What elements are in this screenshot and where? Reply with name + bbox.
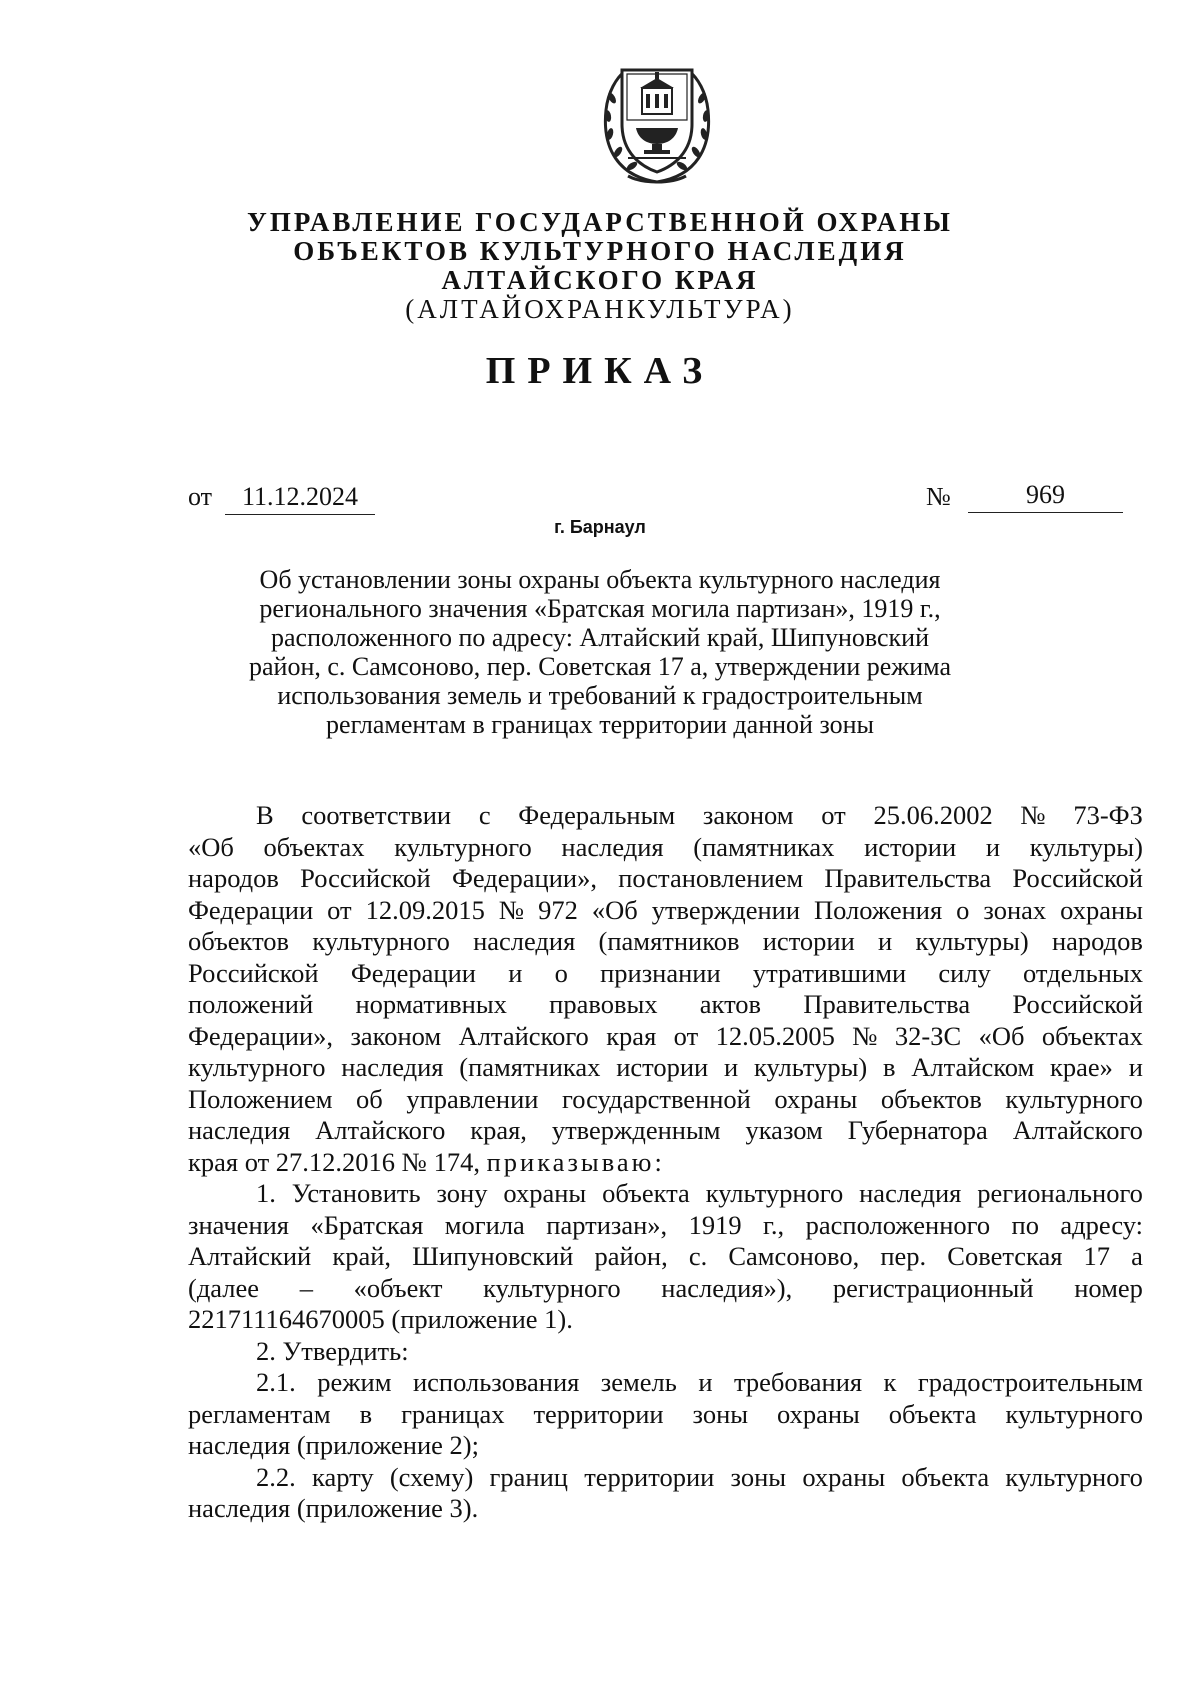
- word: соответствии: [301, 800, 452, 830]
- word: 25.06.2002: [873, 800, 993, 830]
- word: объектов: [880, 1083, 982, 1114]
- word: охраны: [774, 1083, 858, 1114]
- word: 12.09.2015: [365, 894, 485, 925]
- word: истории: [762, 926, 855, 956]
- word: наследия: [341, 1052, 444, 1082]
- order-keyword: приказываю:: [486, 1146, 665, 1177]
- word: народов: [188, 863, 279, 893]
- word: наследия: [859, 1178, 962, 1208]
- word: культурного: [483, 1272, 621, 1303]
- word: 1919: [688, 1209, 742, 1240]
- word: от: [327, 894, 352, 925]
- word: охраны: [802, 1461, 886, 1492]
- agency-abbreviation: (АЛТАЙОХРАНКУЛЬТУРА): [405, 294, 795, 324]
- body-line: [188, 1052, 1143, 1084]
- word: Российской: [300, 863, 431, 893]
- word: В: [256, 800, 274, 830]
- word: 12.05.2005: [715, 1020, 835, 1051]
- word: нормативных: [355, 989, 507, 1019]
- word: регистрационный: [832, 1272, 1034, 1303]
- order-number: 969: [968, 480, 1123, 513]
- word: Российской: [188, 957, 319, 988]
- word: регламентам: [188, 1398, 331, 1429]
- item-2-1-line: наследия (приложение 2);: [188, 1430, 479, 1460]
- agency-line-1: УПРАВЛЕНИЕ ГОСУДАРСТВЕННОЙ ОХРАНЫ: [247, 207, 953, 237]
- word: с.: [688, 1241, 708, 1271]
- word: Федерации: [188, 894, 314, 925]
- number-prefix: №: [926, 482, 951, 511]
- word: культурного: [1005, 1398, 1143, 1429]
- word: крае»: [1050, 1052, 1113, 1082]
- word: «Братская: [310, 1209, 424, 1240]
- word: охраны: [1060, 894, 1143, 925]
- word: объектах: [263, 831, 365, 862]
- word: указом: [745, 1115, 823, 1145]
- word: (далее: [188, 1272, 260, 1303]
- word: 32-ЗС: [894, 1020, 962, 1051]
- body-line: [188, 800, 1143, 832]
- word: государственной: [562, 1083, 751, 1114]
- word: режим: [317, 1367, 392, 1397]
- word: –: [299, 1272, 313, 1303]
- agency-line-3: АЛТАЙСКОГО КРАЯ: [441, 265, 759, 295]
- item-1-line: [188, 1178, 1143, 1210]
- word: в: [882, 1052, 896, 1082]
- date-prefix: от: [188, 482, 213, 511]
- agency-line-2: ОБЪЕКТОВ КУЛЬТУРНОГО НАСЛЕДИЯ: [293, 236, 907, 266]
- order-subject: [220, 565, 980, 739]
- word: культурного: [1005, 1461, 1143, 1492]
- word: об: [356, 1083, 383, 1114]
- word: объектов: [188, 926, 290, 956]
- word: законом: [702, 800, 794, 830]
- word: Федерации»,: [451, 863, 597, 893]
- city: г. Барнаул: [554, 517, 646, 537]
- word: и: [724, 1052, 739, 1082]
- word: и: [878, 926, 893, 956]
- item-1-line: [188, 1210, 1143, 1242]
- word: границ: [489, 1461, 568, 1492]
- word: Федерации: [350, 957, 476, 988]
- item-2-line: 2. Утвердить:: [256, 1335, 409, 1366]
- word: от: [821, 800, 846, 830]
- word: края,: [470, 1115, 527, 1145]
- item-2-1-line: [188, 1399, 1143, 1431]
- word: культурного: [394, 831, 532, 862]
- word: и: [1128, 1052, 1143, 1082]
- word: Российской: [1012, 989, 1143, 1019]
- word: объекта: [602, 1178, 690, 1208]
- word: и: [698, 1367, 713, 1397]
- word: карту: [311, 1461, 374, 1492]
- word: адресу:: [1060, 1209, 1143, 1240]
- word: управлении: [406, 1083, 539, 1114]
- word: культуры): [915, 926, 1029, 956]
- word: зоны: [692, 1398, 749, 1429]
- word: Российской: [1012, 863, 1143, 893]
- word: культуры): [1029, 831, 1143, 862]
- subject-line: Об установлении зоны охраны объекта культурного наследия: [259, 565, 941, 594]
- word: расположенного: [805, 1209, 991, 1240]
- word: с: [478, 800, 491, 830]
- word: Алтайского: [458, 1020, 589, 1051]
- word: «объект: [353, 1272, 443, 1303]
- word: правовых: [549, 989, 658, 1019]
- body-line: [188, 989, 1143, 1021]
- word: Алтайского: [315, 1115, 446, 1145]
- word: №: [498, 894, 525, 925]
- word: Федеральным: [518, 800, 676, 830]
- word: о: [554, 957, 568, 988]
- word: утвержденным: [551, 1115, 721, 1145]
- word: Алтайского: [1012, 1115, 1143, 1145]
- word: регионального: [977, 1178, 1143, 1208]
- word: и: [985, 831, 1001, 862]
- word: культурного: [188, 1052, 326, 1082]
- word: пер.: [880, 1241, 927, 1271]
- body-line: [188, 958, 1143, 990]
- word: утверждении: [651, 894, 801, 925]
- body-line: [188, 863, 1143, 895]
- word: (памятниках: [693, 831, 835, 862]
- word: культурного: [1005, 1083, 1143, 1114]
- body-line: [188, 926, 1143, 958]
- word: утратившими: [752, 957, 907, 988]
- word: истории: [616, 1052, 709, 1082]
- word: наследия: [188, 1115, 291, 1145]
- word: народов: [1051, 926, 1143, 956]
- item-1-line: [188, 1273, 1143, 1305]
- word: силу: [938, 957, 991, 988]
- word: Алтайском: [911, 1052, 1035, 1082]
- item-2-1-line: [188, 1367, 1143, 1399]
- coat-of-arms-emblem: [598, 58, 716, 188]
- item-1-line: [188, 1241, 1143, 1273]
- word: использования: [412, 1367, 580, 1397]
- body-line: [188, 1147, 1143, 1179]
- word: номер: [1074, 1272, 1143, 1303]
- word: «Об: [188, 831, 234, 862]
- word: Установить: [291, 1178, 421, 1208]
- word: от: [673, 1020, 699, 1051]
- word: границах: [401, 1398, 505, 1429]
- word: (памятников: [598, 926, 740, 956]
- word: Алтайский: [188, 1241, 312, 1271]
- word: культурного: [312, 926, 450, 956]
- order-date: 11.12.2024: [225, 482, 375, 515]
- word: 2.2.: [256, 1461, 296, 1492]
- word: зону: [436, 1178, 488, 1208]
- subject-line: расположенного по адресу: Алтайский край, Шипуновский: [271, 623, 929, 652]
- word: 73-ФЗ: [1073, 800, 1143, 830]
- word: территории: [584, 1461, 715, 1492]
- word: Положения: [814, 894, 943, 925]
- word: к: [883, 1367, 897, 1397]
- word: №: [1020, 800, 1046, 830]
- word: №: [852, 1020, 878, 1051]
- word: Федерации»,: [188, 1020, 334, 1051]
- word: зонах: [983, 894, 1047, 925]
- item-2-2-line: [188, 1462, 1143, 1494]
- word: (схему): [389, 1461, 474, 1492]
- word: (памятниках: [459, 1052, 601, 1082]
- body-line: [188, 832, 1143, 864]
- word: могила: [444, 1209, 525, 1240]
- word: наследия: [473, 926, 576, 956]
- word: наследия: [561, 831, 664, 862]
- word: г.,: [763, 1209, 785, 1240]
- agency-name: [200, 208, 1000, 324]
- word: в: [359, 1398, 373, 1429]
- word: зоны: [730, 1461, 787, 1492]
- subject-line: район, с. Самсоново, пер. Советская 17 а, утверждении режима: [249, 652, 951, 681]
- subject-line: регионального значения «Братская могила партизан», 1919 г.,: [259, 594, 941, 623]
- word: истории: [864, 831, 957, 862]
- word: Правительства: [803, 989, 971, 1019]
- word: по: [1011, 1209, 1039, 1240]
- word: Положением: [188, 1083, 333, 1114]
- body-line: [188, 1084, 1143, 1116]
- word: земель: [600, 1367, 677, 1397]
- word: Губернатора: [847, 1115, 988, 1145]
- word: постановлением: [618, 863, 804, 893]
- word: градостроительным: [917, 1367, 1143, 1397]
- order-body: [188, 800, 1143, 1525]
- word: край,: [332, 1241, 392, 1271]
- word: объектах: [1041, 1020, 1143, 1051]
- word: партизан»,: [546, 1209, 668, 1240]
- document-title: ПРИКАЗ: [485, 350, 715, 392]
- word: 1.: [256, 1178, 276, 1208]
- word: объекта: [901, 1461, 990, 1492]
- subject-line: использования земель и требований к градостроительным: [277, 681, 923, 710]
- subject-line: регламентам в границах территории данной зоны: [326, 710, 874, 739]
- word: Самсоново,: [728, 1241, 860, 1271]
- word: культуры): [753, 1052, 868, 1082]
- word: Правительства: [824, 863, 992, 893]
- item-1-line: 221711164670005 (приложение 1).: [188, 1304, 573, 1334]
- word: охраны: [503, 1178, 587, 1208]
- word: законом: [350, 1020, 442, 1051]
- word: о: [956, 894, 970, 925]
- word: Советская: [947, 1241, 1063, 1271]
- word: охраны: [777, 1398, 860, 1429]
- word: объекта: [888, 1398, 977, 1429]
- word: признании: [600, 957, 721, 988]
- word: территории: [533, 1398, 664, 1429]
- word: требования: [733, 1367, 863, 1397]
- body-line: [188, 1115, 1143, 1147]
- word: и: [508, 957, 523, 988]
- word: отдельных: [1023, 957, 1143, 988]
- word: 17: [1083, 1241, 1111, 1271]
- word: культурного: [705, 1178, 844, 1208]
- word: район,: [594, 1241, 668, 1271]
- word: а: [1131, 1241, 1143, 1271]
- word: «Об: [591, 894, 638, 925]
- body-line-start: края от 27.12.2016 № 174,: [188, 1146, 480, 1177]
- word: 2.1.: [256, 1367, 296, 1397]
- item-2-2-line: наследия (приложение 3).: [188, 1493, 479, 1523]
- word: значения: [188, 1209, 289, 1240]
- body-line: [188, 1021, 1143, 1053]
- word: 972: [538, 894, 578, 925]
- word: положений: [188, 989, 314, 1019]
- word: «Об: [978, 1020, 1025, 1051]
- word: наследия»),: [661, 1272, 793, 1303]
- body-line: [188, 895, 1143, 927]
- word: актов: [699, 989, 762, 1019]
- word: Шипуновский: [412, 1241, 574, 1271]
- word: края: [606, 1020, 657, 1051]
